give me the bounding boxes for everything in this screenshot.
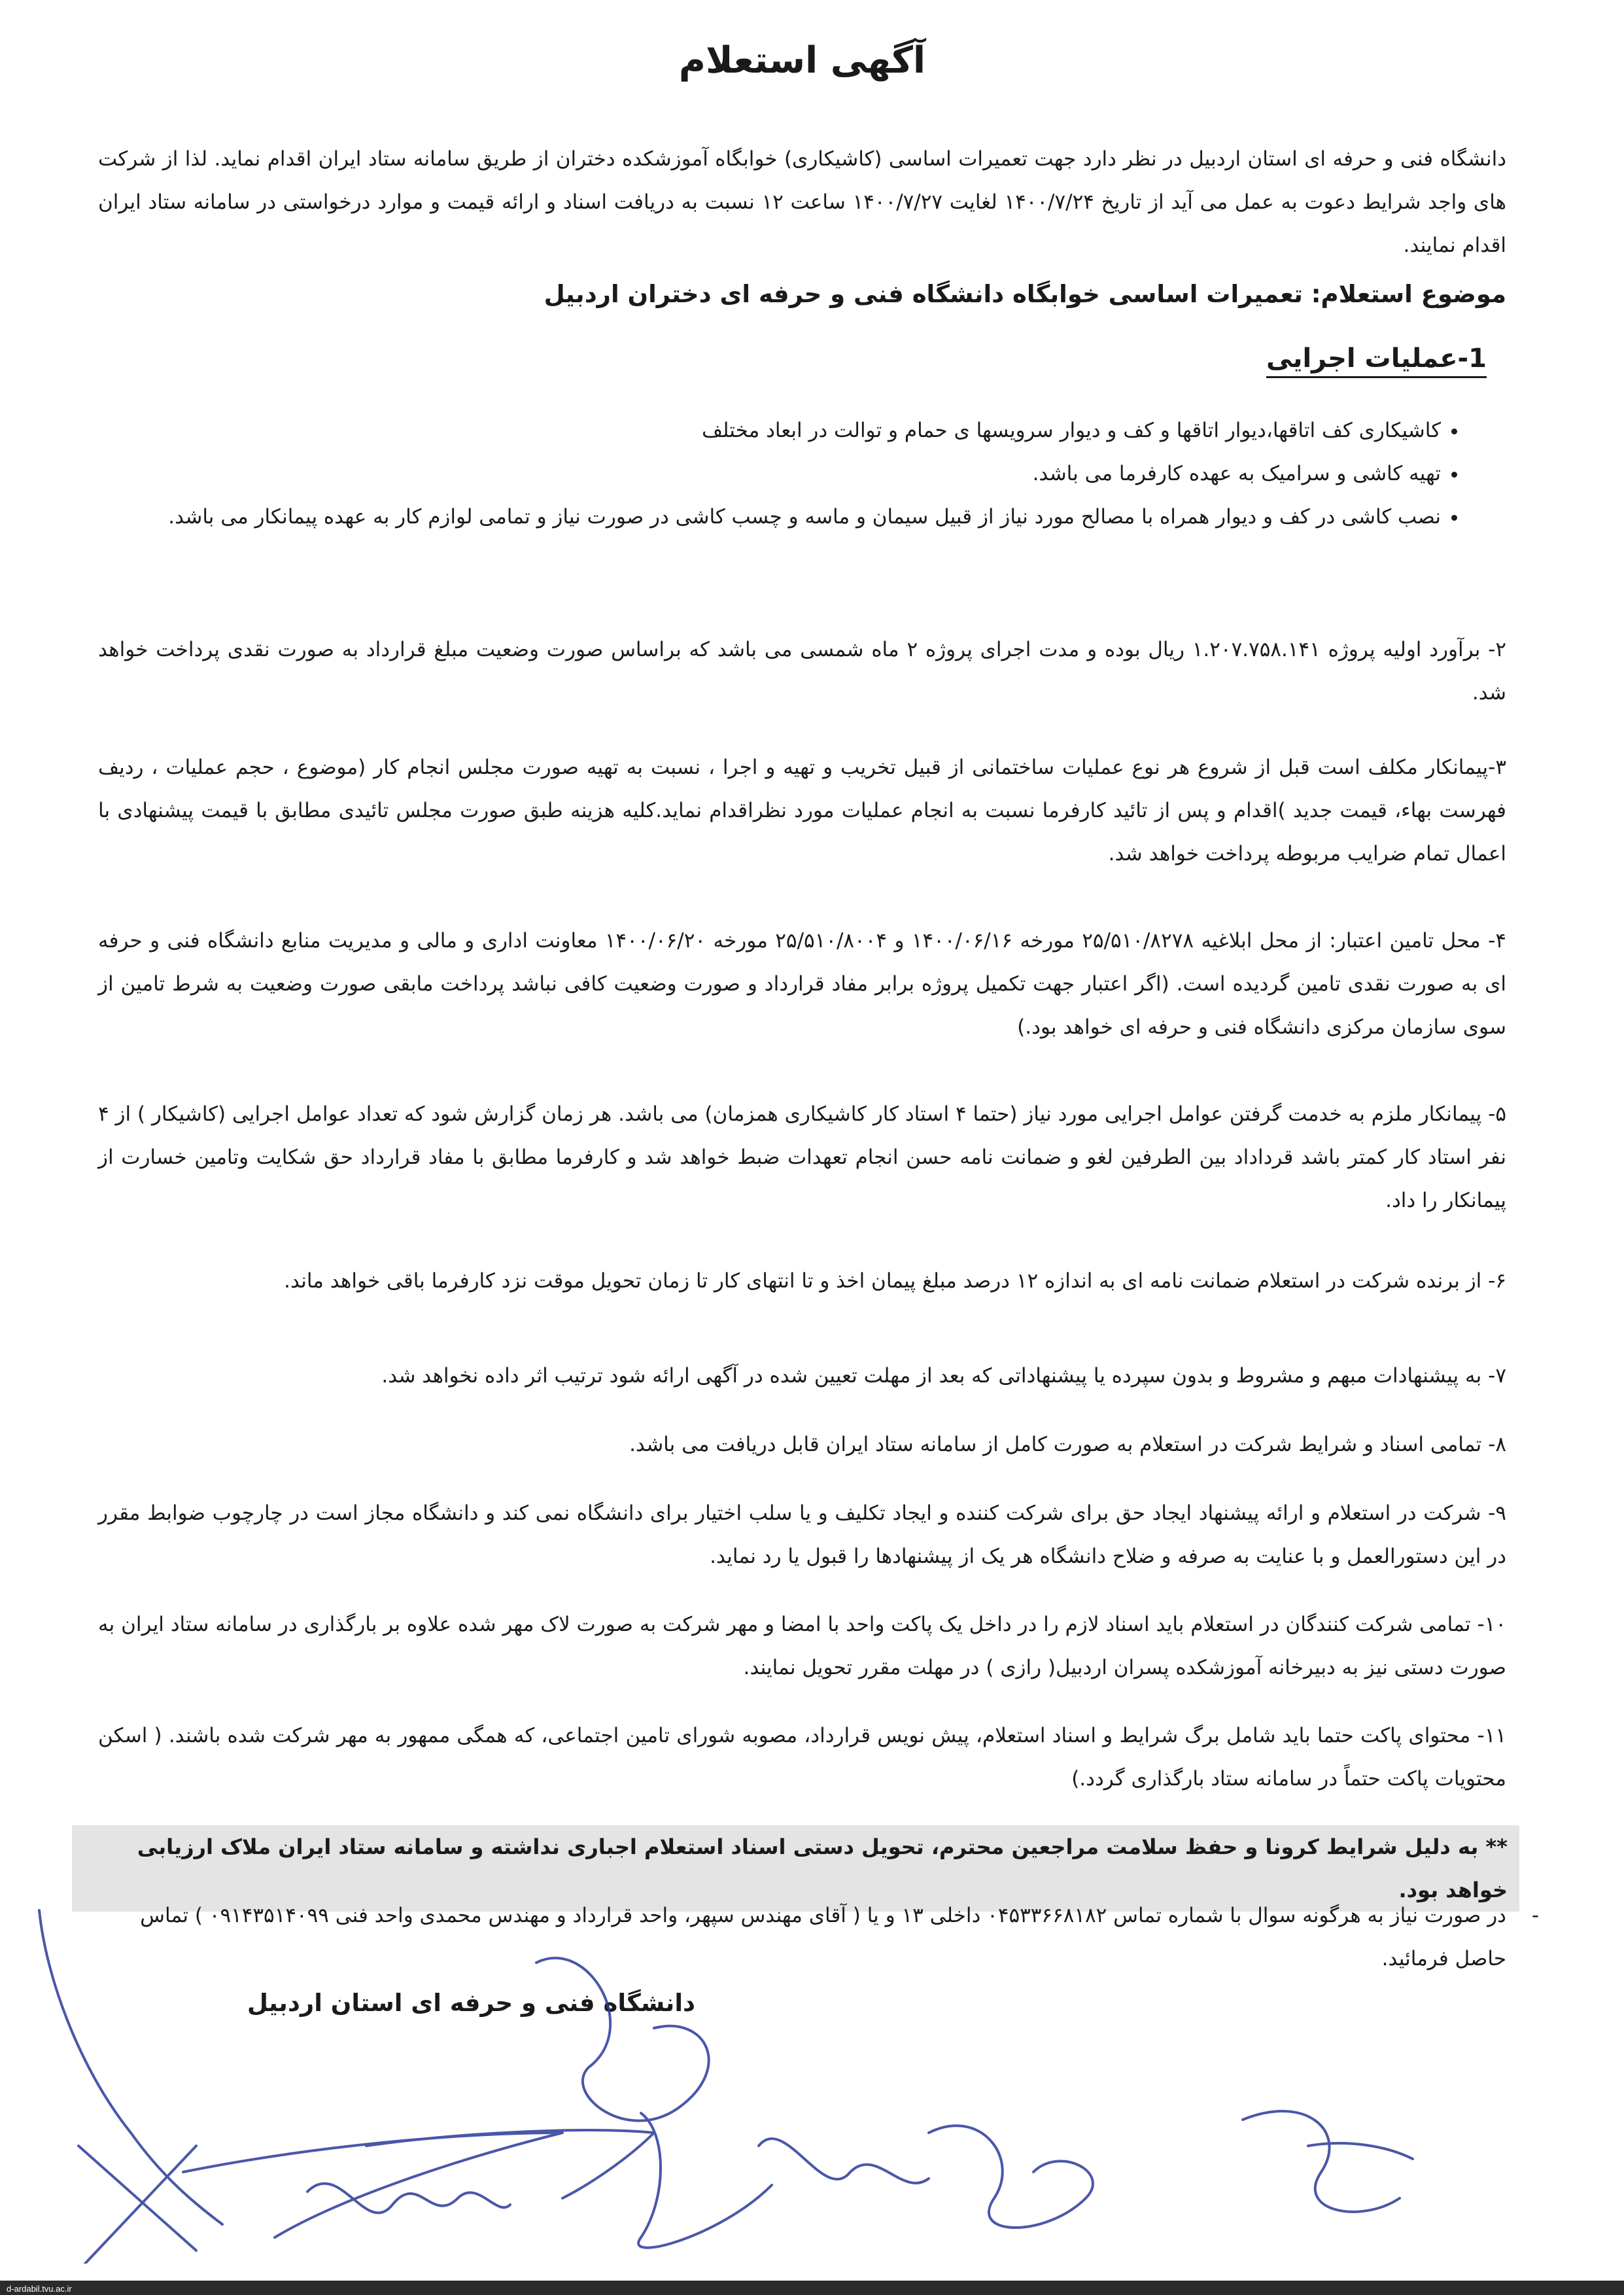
clause-5: ۵- پیمانکار ملزم به خدمت گرفتن عوامل اجرایی مورد نیاز (حتما ۴ استاد کار کاشیکاری همزمان) می باشد. هر زمان گزارش شود که تعداد عوامل اجرایی (کاشیکار ) از ۴ نفر استاد کار کمتر باشد قرداداد بین الطرفین لغو و ضمانت نامه حسن انجام تعهدات ضبط خواهد شد و کارفرما مطابق با مفاد قرارداد حق شکایت وتامین خسارت از پیمانکار را داد.	[98, 1102, 1507, 1212]
signature-stroke	[39, 1910, 222, 2224]
clause-2: ۲- برآورد اولیه پروژه ۱.۲۰۷.۷۵۸.۱۴۱ ریال بوده و مدت اجرای پروژه ۲ ماه شمسی می باشد که براساس صورت وضعیت مبلغ قرارداد به صورت نقدی پرداخت خواهد شد.	[98, 638, 1506, 705]
contact-dash: -	[1531, 1904, 1539, 1927]
signature-stroke	[78, 2146, 196, 2264]
clause-3: ۳-پیمانکار مکلف است قبل از شروع هر نوع عملیات ساختمانی از قبیل تخریب و تهیه و اجرا ، نسبت به تهیه صورت مجلس انجام کار (موضوع ، حجم عملیات ، ردیف فهرست بهاء، قیمت جدید )اقدام و پس از تائید کارفرما نسبت به انجام عملیات مورد نظراقدام نماید.کلیه هزینه طبق صورت مجلس تائیدی مطابق با قیمت پیشنهادی با اعمال تمام ضرایب مربوطه پرداخت خواهد شد.	[98, 756, 1506, 866]
clause-11: ۱۱- محتوای پاکت حتما باید شامل برگ شرایط و اسناد استعلام، پیش نویس قرارداد، مصوبه شورای تامین اجتماعی، که همگی ممهور به مهر شرکت شده باشند. ( اسکن محتویات پاکت حتماً در سامانه ستاد بارگذاری گردد.)	[98, 1724, 1506, 1791]
intro-paragraph: دانشگاه فنی و حرفه ای استان اردبیل در نظر دارد جهت تعمیرات اساسی (کاشیکاری) خوابگاه آموزشکده دختران از طریق سامانه ستاد ایران اقدام نماید. لذا از شرکت های واجد شرایط دعوت به عمل می آید از تاریخ ۱۴۰۰/۷/۲۴ لغایت ۱۴۰۰/۷/۲۷ ساعت ۱۲ نسبت به دریافت اسناد و ارائه قیمت و موارد درخواستی در سامانه ستاد ایران اقدام نمایند.	[98, 147, 1506, 257]
list-item: • کاشیکاری کف اتاقها،دیوار اتاقها و کف و دیوار سرویسها ی حمام و توالت در ابعاد مختلف	[98, 409, 1441, 452]
signature-stroke	[183, 2133, 562, 2237]
covid-note: ** به دلیل شرایط کرونا و حفظ سلامت مراجعین محترم، تحویل دستی اسناد استعلام اجباری نداشته و سامانه ستاد ایران ملاک ارزیابی خواهد بود.	[72, 1825, 1519, 1912]
handwritten-signatures	[0, 1897, 1624, 2264]
contact-text: در صورت نیاز به هرگونه سوال با شماره تماس ۰۴۵۳۳۶۶۸۱۸۲ داخلی ۱۳ و یا ( آقای مهندس سپهر، واحد قرارداد و مهندس محمدی واحد فنی ۰۹۱۴۳۵۱۴۰۹۹ ) تماس حاصل فرمائید.	[140, 1904, 1506, 1971]
signature-stroke	[307, 2184, 510, 2213]
clause-7: ۷- به پیشنهادات مبهم و مشروط و بدون سپرده یا پیشنهاداتی که بعد از مهلت تعیین شده در آگهی ارائه شود ترتیب اثر داده نخواهد شد.	[381, 1364, 1506, 1388]
subject-line: موضوع استعلام: تعمیرات اساسی خوابگاه دانشگاه فنی و حرفه ای دختران اردبیل	[544, 280, 1506, 308]
signature-stroke	[638, 2113, 772, 2248]
clause-6: ۶- از برنده شرکت در استعلام ضمانت نامه ای به اندازه ۱۲ درصد مبلغ پیمان اخذ و تا انتهای کار تا زمان تحویل موقت نزد کارفرما باقی خواهد ماند.	[284, 1269, 1506, 1293]
operations-list	[98, 409, 1467, 538]
heading-underline	[1266, 376, 1487, 378]
signature-organization: دانشگاه فنی و حرفه ای استان اردبیل	[247, 1989, 695, 2017]
signature-stroke	[929, 2126, 1093, 2228]
clause-10: ۱۰- تمامی شرکت کنندگان در استعلام باید اسناد لازم را در داخل یک پاکت واحد با امضا و مهر شرکت به صورت لاک مهر شده علاوه بر بارگذاری در سامانه ستاد ایران به صورت دستی نیز به دبیرخانه آموزشکده پسران اردبیل( رازی ) در مهلت مقرر تحویل نمایند.	[98, 1613, 1506, 1679]
section-heading-operations	[1266, 343, 1487, 378]
list-item: • نصب کاشی در کف و دیوار همراه با مصالح مورد نیاز از قبیل سیمان و ماسه و چسب کاشی در صورت نیاز و تمامی لوازم کار به عهده پیمانکار می باشد.	[98, 495, 1441, 538]
signature-stroke	[536, 1958, 709, 2121]
signature-stroke	[759, 2139, 929, 2183]
list-item: • تهیه کاشی و سرامیک به عهده کارفرما می باشد.	[98, 452, 1441, 495]
clause-8: ۸- تمامی اسناد و شرایط شرکت در استعلام به صورت کامل از سامانه ستاد ایران قابل دریافت می باشد.	[629, 1433, 1506, 1456]
page-title: آگهی استعلام	[678, 39, 926, 82]
signature-stroke	[366, 2130, 654, 2198]
section-heading-text: 1-عملیات اجرایی	[1266, 343, 1487, 374]
signature-stroke	[1308, 2143, 1413, 2159]
clause-9: ۹- شرکت در استعلام و ارائه پیشنهاد ایجاد حق برای شرکت کننده و ایجاد تکلیف و یا سلب اختیار برای دانشگاه نمی کند و دانشگاه مجاز است در چارچوب ضوابط مقرر در این دستورالعمل و با عنایت به صرفه و ضلاح دانشگاه هر یک از پیشنهادها را قبول یا رد نماید.	[98, 1501, 1506, 1568]
clause-4: ۴- محل تامین اعتبار: از محل ابلاغیه ۲۵/۵۱۰/۸۲۷۸ مورخه ۱۴۰۰/۰۶/۱۶ و ۲۵/۵۱۰/۸۰۰۴ مورخه ۱۴۰۰/۰۶/۲۰ معاونت اداری و مالی و مدیریت منابع دانشگاه فنی و حرفه ای به صورت نقدی تامین گردیده است. (اگر اعتبار جهت تکمیل پروژه برابر مفاد قرارداد و صورت وضعیت کافی نباشد پرداخت مابقی صورت وضعیت به شرط تامین از سوی سازمان مرکزی دانشگاه فنی و حرفه ای خواهد بود.)	[98, 929, 1507, 1039]
footer-bar	[0, 2281, 1624, 2295]
footer-url: d-ardabil.tvu.ac.ir	[7, 2284, 72, 2294]
signature-stroke	[1243, 2111, 1400, 2212]
